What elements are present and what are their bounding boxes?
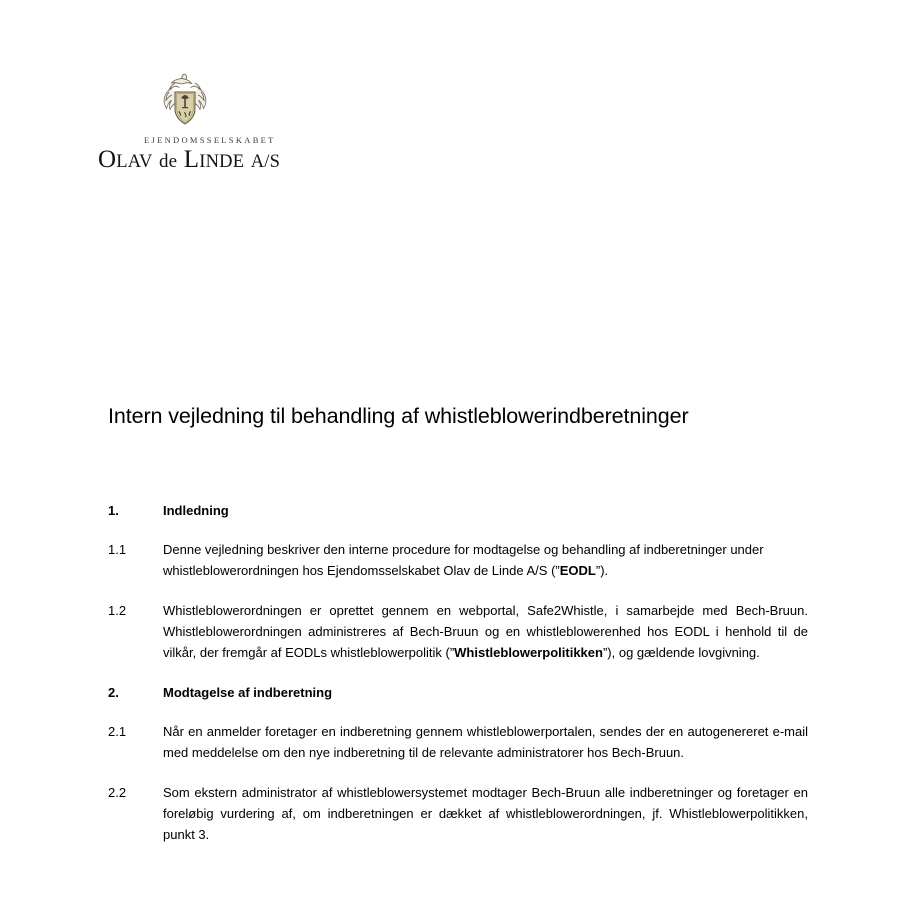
numbered-paragraph <box>108 782 808 845</box>
section-title: Indledning <box>163 503 229 518</box>
numbered-paragraph <box>108 721 808 763</box>
letterhead <box>98 72 458 173</box>
numbered-paragraph <box>108 600 808 663</box>
section-number: 2. <box>108 685 119 700</box>
paragraph-number: 2.1 <box>108 724 127 739</box>
wordmark-part-lav: LAV <box>116 151 153 172</box>
document-title: Intern vejledning til behandling af whistleblowerindberetninger <box>108 404 689 429</box>
document-body <box>108 500 808 864</box>
section-title: Modtagelse af indberetning <box>163 685 333 700</box>
wordmark-eyebrow: EJENDOMSSELSKABET <box>144 135 276 145</box>
coat-of-arms-crest-icon <box>160 72 210 128</box>
paragraph-number: 2.2 <box>108 785 127 800</box>
paragraph-text: Som ekstern administrator af whistleblowersystemet modtager Bech-Bruun alle indberetninger og foretager en foreløbig vurdering af, om indberetningen er dækket af whistleblowerordningen, jf. Whistleblowerpolitikken, punkt 3. <box>163 785 808 842</box>
paragraph-text: Whistleblowerordningen er oprettet gennem en webportal, Safe2Whistle, i samarbejde med Bech-Bruun. Whistleblowerordningen administreres af Bech-Bruun og en whistleblowerenhed hos EODL i henhold til de vilkår, der fremgår af EODLs whistleblowerpolitik (”Whistleblowerpolitikken”), og gældende lovgivning. <box>163 603 808 660</box>
section-heading <box>108 500 808 521</box>
wordmark-part-inde: INDE <box>199 151 245 172</box>
wordmark <box>98 136 458 173</box>
paragraph-number: 1.1 <box>108 542 127 557</box>
numbered-paragraph <box>108 539 808 581</box>
section-heading <box>108 682 808 703</box>
paragraph-text: Når en anmelder foretager en indberetning gennem whistleblowerportalen, sendes der en autogenereret e-mail med meddelelse om den nye indberetning til de relevante administratorer hos Bech-Bruun. <box>163 724 808 760</box>
paragraph-number: 1.2 <box>108 603 127 618</box>
section-number: 1. <box>108 503 119 518</box>
wordmark-part-l: L <box>183 145 200 173</box>
wordmark-part-as: A/S <box>250 151 281 172</box>
wordmark-company-name <box>98 147 458 173</box>
paragraph-text: Denne vejledning beskriver den interne procedure for modtagelse og behandling af indberetninger under whistleblowerordningen hos Ejendomsselskabet Olav de Linde A/S (”EODL”). <box>163 542 764 578</box>
wordmark-part-o: O <box>98 145 117 173</box>
wordmark-part-de: de <box>158 150 178 172</box>
